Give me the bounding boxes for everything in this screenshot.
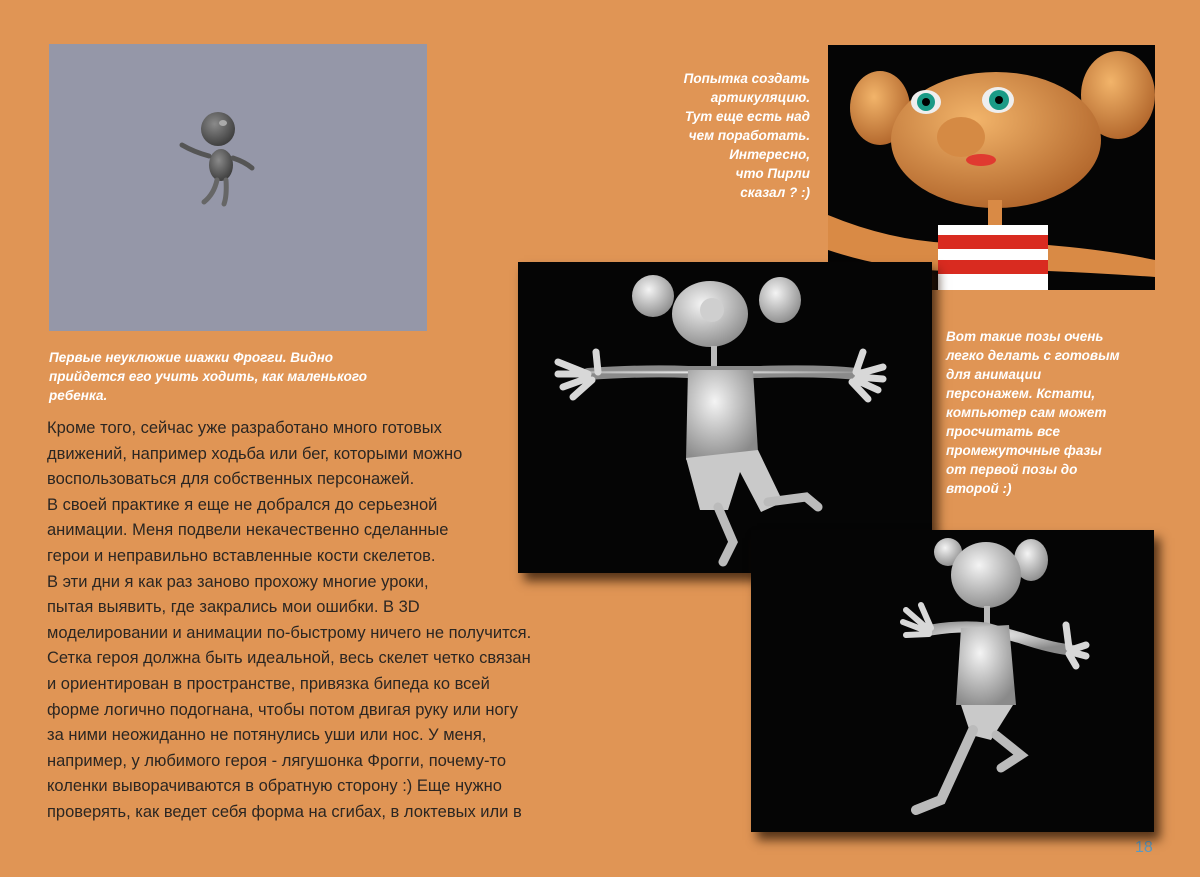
body-line: за ними неожиданно не потянулись уши или нос. У меня, [47, 726, 487, 745]
photo-pose-one [518, 262, 932, 573]
caption-line: второй :) [946, 481, 1012, 496]
body-line: форме логично подогнана, чтобы потом двигая руку или ногу [47, 700, 518, 719]
body-text [47, 416, 587, 826]
caption-line: персонажем. Кстати, [946, 386, 1096, 401]
caption-line: Интересно, [729, 147, 810, 162]
caption-line: чем поработать. [688, 128, 810, 143]
caption-line: компьютер сам может [946, 405, 1107, 420]
body-line: и ориентирован в пространстве, привязка бипеда ко всей [47, 674, 490, 693]
froggy-clay-figure-image [49, 44, 427, 331]
photo-orange-character-articulation [828, 45, 1155, 290]
caption-line: Попытка создать [683, 71, 810, 86]
body-line: Сетка героя должна быть идеальной, весь скелет четко связан [47, 649, 531, 668]
caption-line: просчитать все [946, 424, 1060, 439]
caption-poses [946, 327, 1146, 498]
body-line: движений, например ходьба или бег, которыми можно [47, 444, 463, 463]
caption-line: от первой позы до [946, 462, 1078, 477]
caption-line: прийдется его учить ходить, как маленького [49, 369, 368, 384]
photo-pose-two [751, 530, 1154, 832]
body-line: В своей практике я еще не добрался до серьезной [47, 495, 438, 514]
caption-line: легко делать с готовым [946, 348, 1120, 363]
white-character-pose-two-image [751, 530, 1154, 832]
body-line: воспользоваться для собственных персонажей. [47, 470, 415, 489]
body-line: В эти дни я как раз заново прохожу многие уроки, [47, 572, 429, 591]
body-line: Кроме того, сейчас уже разработано много готовых [47, 419, 442, 437]
caption-line: что Пирли [735, 166, 810, 181]
caption-articulation [650, 69, 810, 202]
body-line: анимации. Меня подвели некачественно сделанные [47, 521, 449, 540]
white-character-pose-one-image [518, 262, 932, 573]
body-line: например, у любимого героя - лягушонка Фрогги, почему-то [47, 751, 507, 770]
page-number: 18 [1135, 839, 1153, 856]
caption-line: для анимации [946, 367, 1042, 382]
body-line: моделировании и анимации по-быстрому ничего не получится. [47, 623, 532, 642]
caption-line: Тут еще есть над [684, 109, 810, 124]
caption-line: Первые неуклюжие шажки Фрогги. Видно [49, 350, 333, 365]
caption-line: ребенка. [49, 388, 108, 403]
orange-character-image [828, 45, 1155, 290]
photo-froggy-first-steps [49, 44, 427, 331]
body-line: герои и неправильно вставленные кости скелетов. [47, 546, 436, 565]
body-line: коленки выворачиваются в обратную сторону :) Еще нужно [47, 777, 502, 796]
caption-line: артикуляцию. [710, 90, 810, 105]
caption-line: сказал ? :) [740, 185, 810, 200]
caption-line: Вот такие позы очень [946, 329, 1104, 344]
caption-line: промежуточные фазы [946, 443, 1102, 458]
caption-first-steps [49, 348, 409, 405]
body-line: пытая выявить, где закрались мои ошибки. В 3D [47, 598, 420, 617]
body-line: проверять, как ведет себя форма на сгибах, в локтевых или в [47, 802, 522, 821]
